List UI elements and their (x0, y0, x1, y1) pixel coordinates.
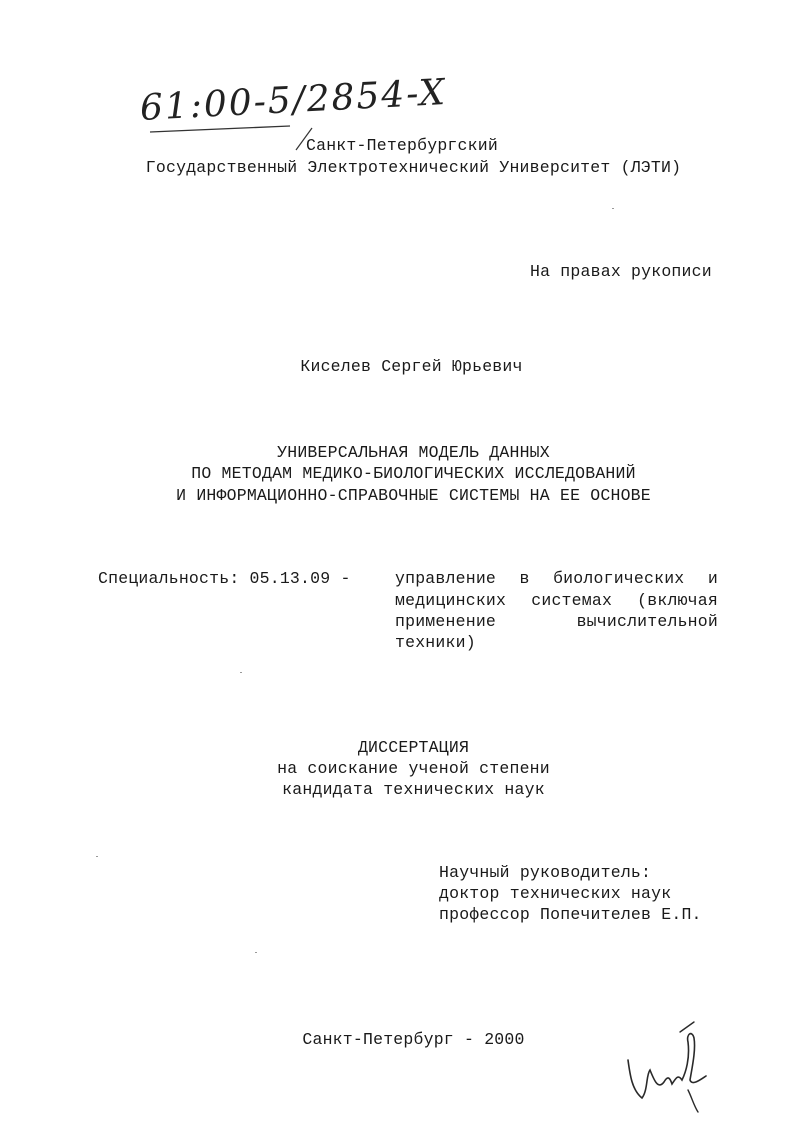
specialty-line-3: применение вычислительной (395, 612, 718, 631)
rights-note: На правах рукописи (530, 262, 712, 281)
specialty-line-2: медицинских системах (включая (395, 591, 718, 610)
author-name: Киселев Сергей Юрьевич (300, 357, 523, 376)
title-line-3: И ИНФОРМАЦИОННО-СПРАВОЧНЫЕ СИСТЕМЫ НА ЕЕ ОСНОВЕ (176, 486, 651, 505)
title-line-2: ПО МЕТОДАМ МЕДИКО-БИОЛОГИЧЕСКИХ ИССЛЕДОВАНИЙ (191, 464, 636, 483)
supervisor-label: Научный руководитель: (439, 863, 652, 882)
header-university: Государственный Электротехнический Университет (ЛЭТИ) (145, 158, 682, 177)
footer-city-year: Санкт-Петербург - 2000 (302, 1030, 525, 1049)
dissertation-degree: кандидата технических наук (282, 780, 545, 799)
archive-code: 61:00-5/2854-X (138, 71, 448, 129)
dissertation-type: ДИССЕРТАЦИЯ (357, 738, 470, 757)
signature (620, 1020, 720, 1115)
scan-speck (96, 856, 98, 857)
scan-speck (612, 208, 614, 209)
scan-speck (240, 672, 242, 673)
supervisor-degree: доктор технических наук (439, 884, 672, 903)
dissertation-purpose: на соискание ученой степени (277, 759, 550, 778)
scan-speck (255, 952, 257, 953)
header-city: Санкт-Петербургский (306, 136, 498, 155)
title-line-1: УНИВЕРСАЛЬНАЯ МОДЕЛЬ ДАННЫХ (277, 443, 550, 462)
specialty-label: Специальность: 05.13.09 - (98, 569, 351, 588)
supervisor-name: профессор Попечителев Е.П. (439, 905, 702, 924)
specialty-line-1: управление в биологических и (395, 569, 718, 588)
specialty-line-4: техники) (395, 633, 476, 652)
